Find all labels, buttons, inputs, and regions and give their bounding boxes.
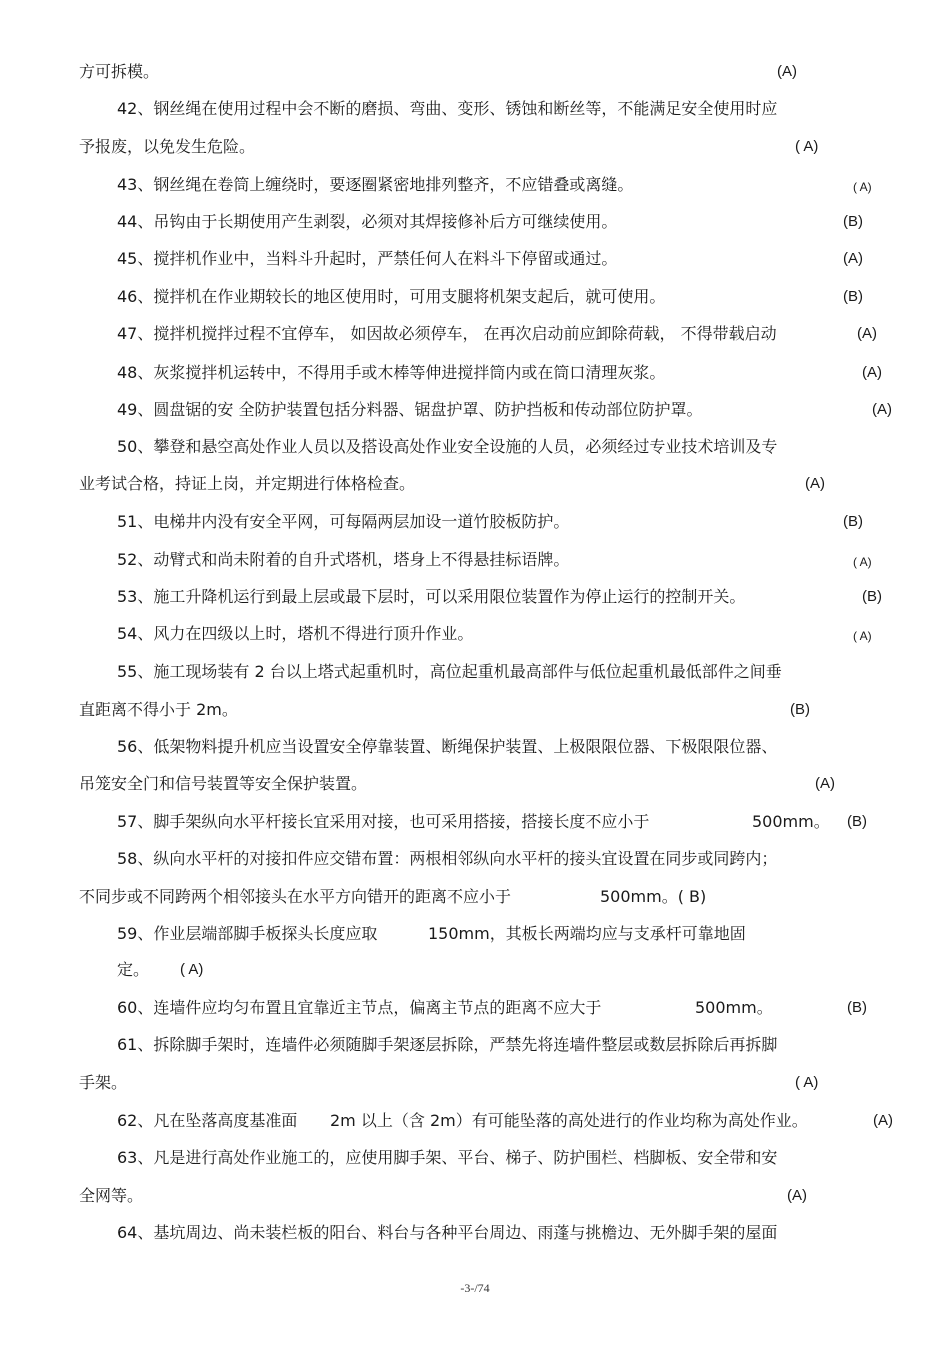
line-text: 手架。 <box>79 1073 128 1092</box>
line-text: 不同步或不同跨两个相邻接头在水平方向错开的距离不应小于 <box>79 887 512 906</box>
line-text: 61、拆除脚手架时，连墙件必须随脚手架逐层拆除，严禁先将连墙件整层或数层拆除后再拆脚 <box>117 1035 778 1054</box>
answer-mark: ( A) <box>853 555 872 569</box>
text-line <box>0 885 950 909</box>
text-line <box>0 772 950 796</box>
line-text-value: 500mm。 <box>752 812 830 831</box>
answer-mark: (A) <box>777 63 797 80</box>
line-text: 46、搅拌机在作业期较长的地区使用时，可用支腿将机架支起后，就可使用。 <box>117 287 666 306</box>
page-number: -3-/74 <box>460 1281 490 1295</box>
question-line <box>0 660 950 684</box>
line-text: 业考试合格，持证上岗，并定期进行体格检查。 <box>79 474 416 493</box>
answer-mark: (B) <box>847 813 867 830</box>
question-line <box>0 247 950 271</box>
line-text: 42、钢丝绳在使用过程中会不断的磨损、弯曲、变形、锈蚀和断丝等，不能满足安全使用时应 <box>117 99 778 118</box>
line-text: 47、搅拌机搅拌过程不宜停车， 如因故必须停车， 在再次启动前应卸除荷载， 不得带载启动 <box>117 324 777 343</box>
line-text: 53、施工升降机运行到最上层或最下层时，可以采用限位装置作为停止运行的控制开关。 <box>117 587 746 606</box>
line-text: 吊笼安全门和信号装置等安全保护装置。 <box>79 774 368 793</box>
question-line <box>0 398 950 422</box>
question-line <box>0 922 950 946</box>
answer-mark: (B) <box>843 288 863 305</box>
line-text: 方可拆模。 <box>79 62 160 81</box>
line-text: 43、钢丝绳在卷筒上缠绕时，要逐圈紧密地排列整齐，不应错叠或离缝。 <box>117 175 634 194</box>
line-text: 51、电梯井内没有安全平网，可每隔两层加设一道竹胶板防护。 <box>117 512 570 531</box>
answer-mark: (A) <box>805 475 825 492</box>
answer-mark: ( A) <box>853 629 872 643</box>
answer-mark: ( A) <box>795 138 819 155</box>
line-text: 49、圆盘锯的安 全防护装置包括分料器、锯盘护罩、防护挡板和传动部位防护罩。 <box>117 400 703 419</box>
question-line <box>0 1146 950 1170</box>
question-line <box>0 810 950 834</box>
text-line <box>0 472 950 496</box>
text-line <box>0 958 950 982</box>
question-line <box>0 847 950 871</box>
question-line <box>0 435 950 459</box>
question-line <box>0 735 950 759</box>
text-line <box>0 1184 950 1208</box>
line-text: 55、施工现场装有 2 台以上塔式起重机时，高位起重机最高部件与低位起重机最低部件之间垂 <box>117 662 782 681</box>
question-line <box>0 1033 950 1057</box>
answer-mark: (A) <box>873 1112 893 1129</box>
answer-mark: (A) <box>857 325 877 342</box>
line-text: 予报废，以免发生危险。 <box>79 137 256 156</box>
question-line <box>0 173 950 197</box>
answer-mark: (B) <box>843 513 863 530</box>
line-text: 定。 <box>117 960 150 979</box>
line-text: 59、作业层端部脚手板探头长度应取 <box>117 924 378 943</box>
line-text: 64、基坑周边、尚未装栏板的阳台、料台与各种平台周边、雨蓬与挑檐边、无外脚手架的屋面 <box>117 1223 778 1242</box>
question-line <box>0 361 950 385</box>
answer-mark: (B) <box>847 999 867 1016</box>
answer-mark: ( A) <box>180 961 204 978</box>
answer-mark: ( A) <box>853 180 872 194</box>
question-line <box>0 1221 950 1245</box>
line-text: 全网等。 <box>79 1186 144 1205</box>
answer-mark: ( A) <box>795 1074 819 1091</box>
question-line <box>0 622 950 646</box>
text-line <box>0 135 950 159</box>
line-text: 58、纵向水平杆的对接扣件应交错布置：两根相邻纵向水平杆的接头宜设置在同步或同跨内； <box>117 849 778 868</box>
answer-mark: (B) <box>862 588 882 605</box>
answer-mark: (A) <box>815 775 835 792</box>
answer-mark: (A) <box>872 401 892 418</box>
line-text: 62、凡在坠落高度基准面 <box>117 1111 298 1130</box>
line-text: 63、凡是进行高处作业施工的，应使用脚手架、平台、梯子、防护围栏、档脚板、安全带和安 <box>117 1148 778 1167</box>
question-line <box>0 1109 950 1133</box>
line-text-value: 500mm。 <box>695 998 773 1017</box>
answer-mark: (B) <box>790 701 810 718</box>
line-text-value: 2m 以上（含 2m）有可能坠落的高处进行的作业均称为高处作业。 <box>330 1111 808 1130</box>
question-line <box>0 285 950 309</box>
line-text-value: 500mm。( B) <box>600 887 707 906</box>
line-text: 直距离不得小于 2m。 <box>79 700 238 719</box>
answer-mark: (A) <box>862 364 882 381</box>
line-text: 56、低架物料提升机应当设置安全停靠装置、断绳保护装置、上极限限位器、下极限限位器、 <box>117 737 778 756</box>
line-text: 57、脚手架纵向水平杆接长宜采用对接，也可采用搭接，搭接长度不应小于 <box>117 812 650 831</box>
answer-mark: (A) <box>787 1187 807 1204</box>
line-text: 60、连墙件应均匀布置且宜靠近主节点，偏离主节点的距离不应大于 <box>117 998 602 1017</box>
line-text: 50、攀登和悬空高处作业人员以及搭设高处作业安全设施的人员，必须经过专业技术培训及专 <box>117 437 778 456</box>
line-text: 54、风力在四级以上时，塔机不得进行顶升作业。 <box>117 624 474 643</box>
question-line <box>0 585 950 609</box>
question-line <box>0 510 950 534</box>
text-line <box>0 60 950 84</box>
line-text-value: 150mm，其板长两端均应与支承杆可靠地固 <box>428 924 746 943</box>
question-line <box>0 97 950 121</box>
question-line <box>0 548 950 572</box>
text-line <box>0 1071 950 1095</box>
line-text: 45、搅拌机作业中，当料斗升起时，严禁任何人在料斗下停留或通过。 <box>117 249 618 268</box>
line-text: 44、吊钩由于长期使用产生剥裂，必须对其焊接修补后方可继续使用。 <box>117 212 618 231</box>
line-text: 52、动臂式和尚未附着的自升式塔机，塔身上不得悬挂标语牌。 <box>117 550 570 569</box>
question-line <box>0 996 950 1020</box>
line-text: 48、灰浆搅拌机运转中，不得用手或木棒等伸进搅拌筒内或在筒口清理灰浆。 <box>117 363 666 382</box>
answer-mark: (A) <box>843 250 863 267</box>
answer-mark: (B) <box>843 213 863 230</box>
question-line <box>0 210 950 234</box>
question-line <box>0 322 950 346</box>
text-line <box>0 698 950 722</box>
